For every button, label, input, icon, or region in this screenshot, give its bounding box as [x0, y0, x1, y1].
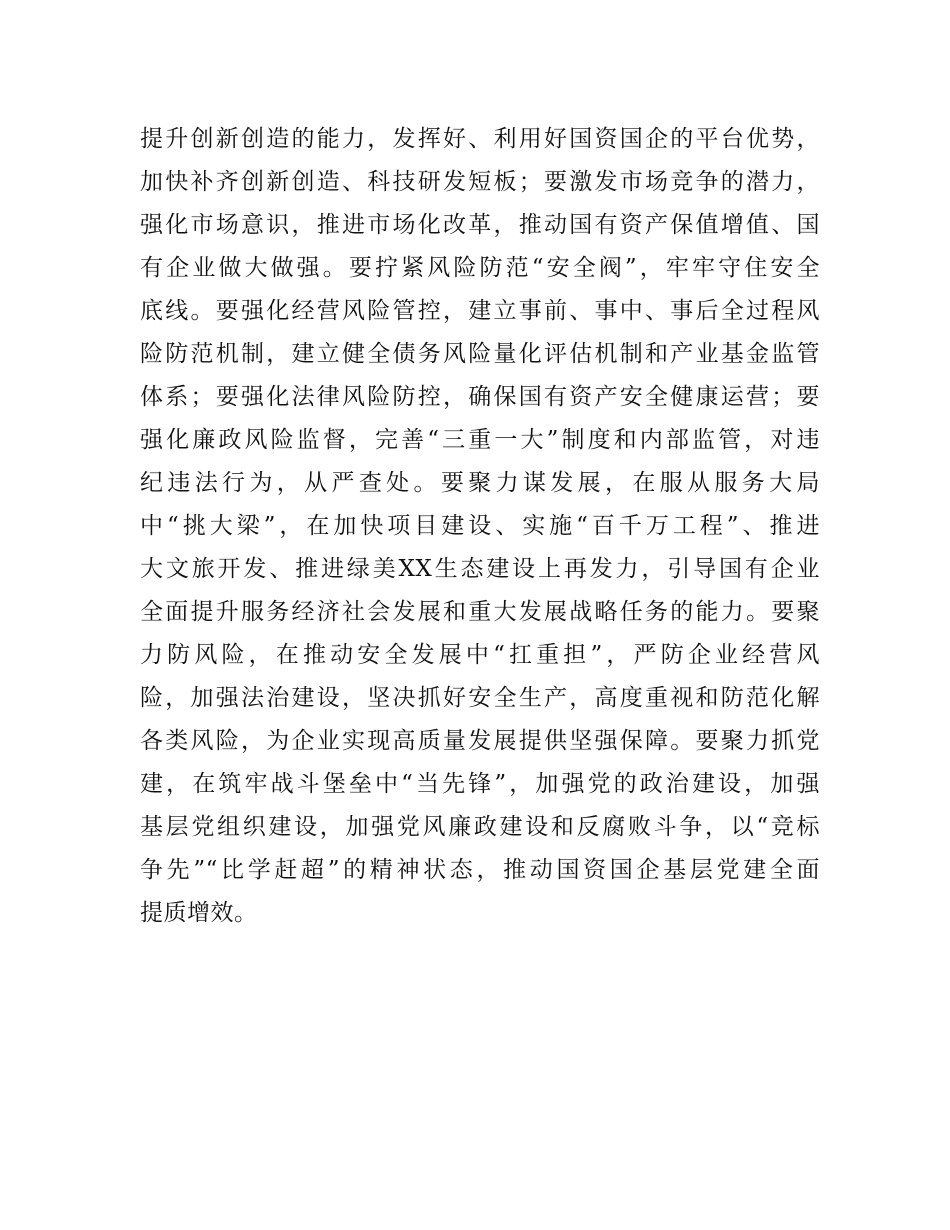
paragraph-line: 争先”“比学赶超”的精神状态，推动国资国企基层党建全面: [140, 857, 820, 883]
paragraph-line: 险，加强法治建设，坚决抓好安全生产，高度重视和防范化解: [140, 685, 820, 711]
paragraph-line: 建，在筑牢战斗堡垒中“当先锋”，加强党的政治建设，加强: [140, 771, 820, 797]
paragraph-line: 底线。要强化经营风险管控，建立事前、事中、事后全过程风: [140, 298, 820, 324]
paragraph-line: 各类风险，为企业实现高质量发展提供坚强保障。要聚力抓党: [140, 728, 820, 754]
paragraph-line: 加快补齐创新创造、科技研发短板；要激发市场竞争的潜力，: [140, 169, 820, 195]
paragraph-line: 有企业做大做强。要拧紧风险防范“安全阀”，牢牢守住安全: [140, 255, 820, 281]
paragraph-line: 强化市场意识，推进市场化改革，推动国有资产保值增值、国: [140, 212, 820, 238]
body-paragraph: [140, 118, 820, 935]
paragraph-line: 险防范机制，建立健全债务风险量化评估机制和产业基金监管: [140, 341, 820, 367]
paragraph-line: 中“挑大梁”，在加快项目建设、实施“百千万工程”、推进: [140, 513, 820, 539]
paragraph-line: 强化廉政风险监督，完善“三重一大”制度和内部监管，对违: [140, 427, 820, 453]
paragraph-line: 提升创新创造的能力，发挥好、利用好国资国企的平台优势，: [140, 126, 820, 152]
paragraph-line: 基层党组织建设，加强党风廉政建设和反腐败斗争，以“竞标: [140, 814, 820, 840]
paragraph-line: 力防风险，在推动安全发展中“扛重担”，严防企业经营风: [140, 642, 820, 668]
paragraph-line: 纪违法行为，从严查处。要聚力谋发展，在服从服务大局: [140, 470, 820, 496]
paragraph-line: 体系；要强化法律风险防控，确保国有资产安全健康运营；要: [140, 384, 820, 410]
paragraph-line: 全面提升服务经济社会发展和重大发展战略任务的能力。要聚: [140, 599, 820, 625]
paragraph-line: 大文旅开发、推进绿美XX生态建设上再发力，引导国有企业: [140, 556, 820, 582]
paragraph-line: 提质增效。: [140, 900, 258, 926]
